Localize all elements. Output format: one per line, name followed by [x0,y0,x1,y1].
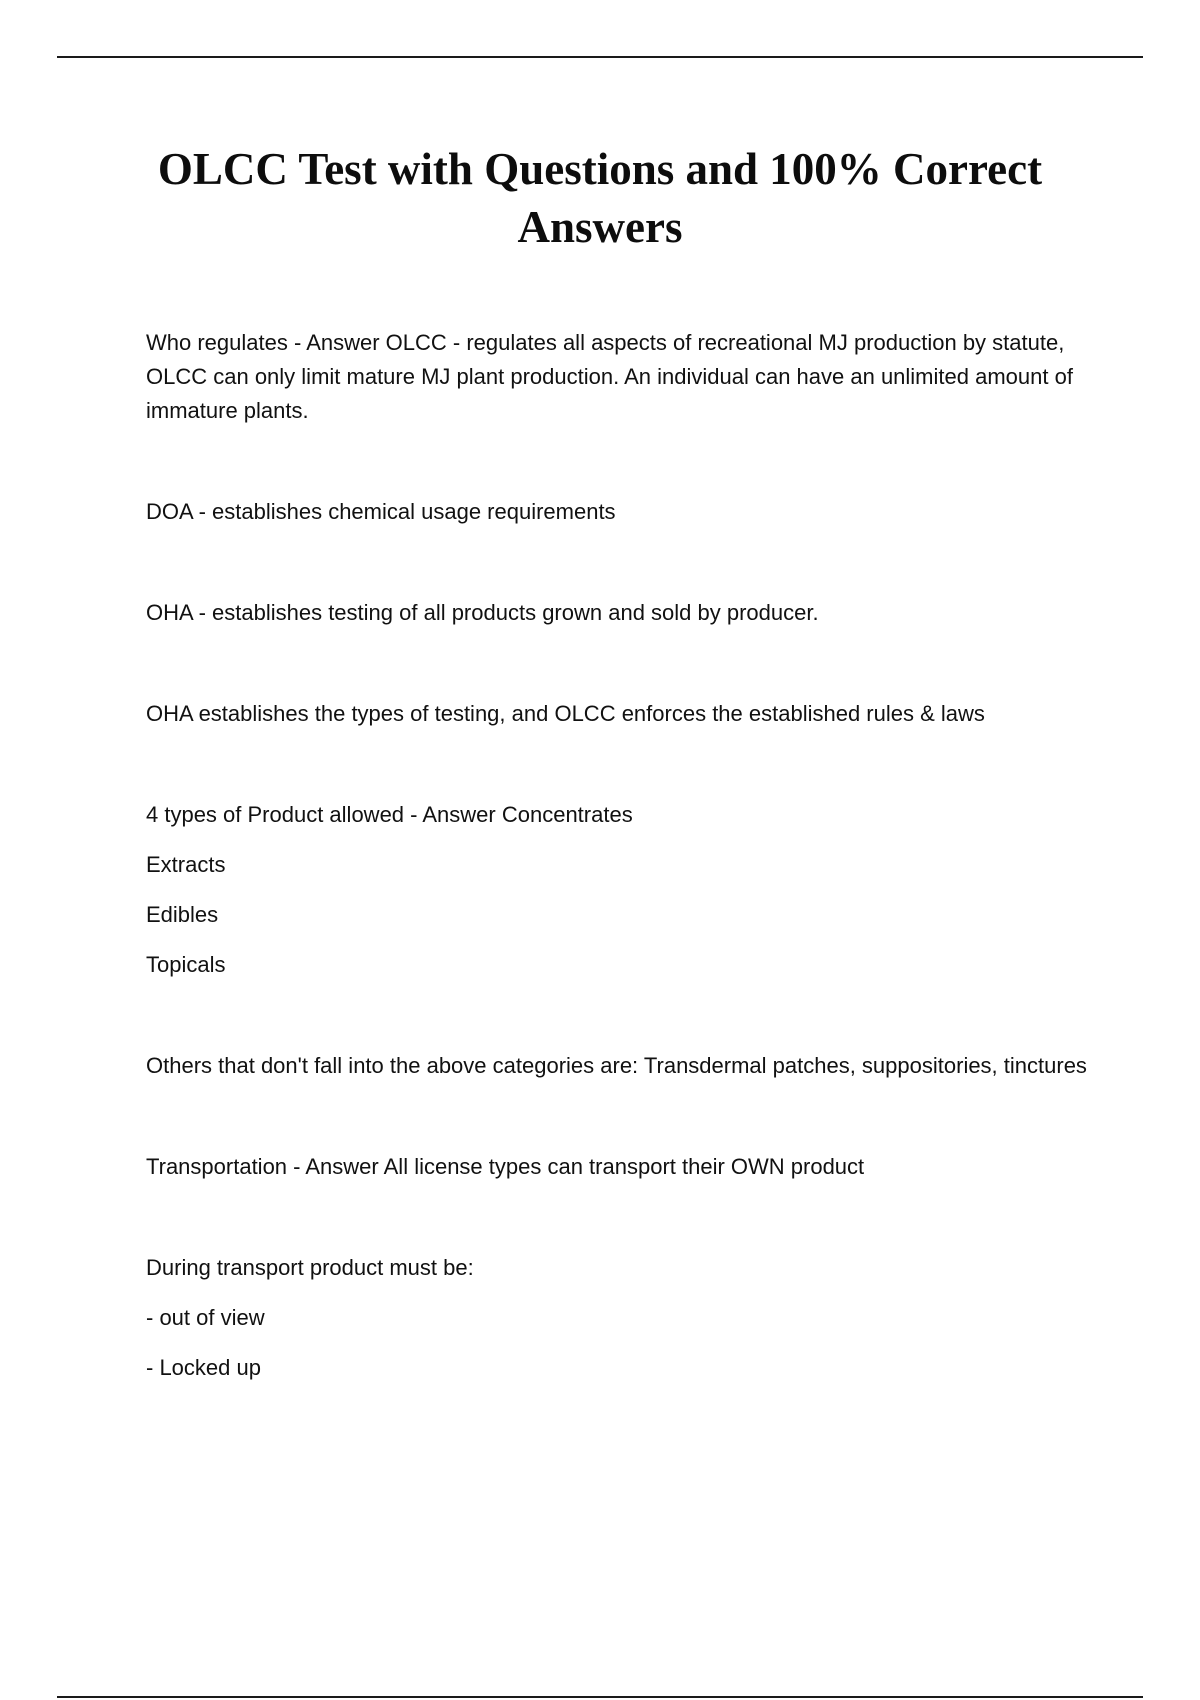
transport-requirement-item: - out of view [146,1305,265,1330]
product-type-item: Edibles [146,902,219,927]
header-rule [57,56,1143,58]
document-body [146,326,1096,1385]
qa-who-regulates: Who regulates - Answer OLCC - regulates all aspects of recreational MJ production by statute, OLCC can only limit mature MJ plant production. An individual can have an unlimited amount of immature plants. [146,330,1073,423]
qa-oha-testing: OHA - establishes testing of all products grown and sold by producer. [146,600,819,625]
qa-other-products: Others that don't fall into the above categories are: Transdermal patches, suppositories, tinctures [146,1053,1087,1078]
product-type-item: Topicals [146,952,226,977]
document-title: OLCC Test with Questions and 100% Correct Answers [157,144,1043,252]
qa-product-types: 4 types of Product allowed - Answer Concentrates [146,802,633,827]
qa-doa: DOA - establishes chemical usage requirements [146,499,616,524]
qa-transportation: Transportation - Answer All license types can transport their OWN product [146,1154,865,1179]
footer-rule [57,1696,1143,1698]
transport-requirements-heading: During transport product must be: [146,1255,474,1280]
qa-oha-olcc-enforcement: OHA establishes the types of testing, and OLCC enforces the established rules & laws [146,701,985,726]
product-type-item: Extracts [146,852,226,877]
transport-requirement-item: - Locked up [146,1355,261,1380]
